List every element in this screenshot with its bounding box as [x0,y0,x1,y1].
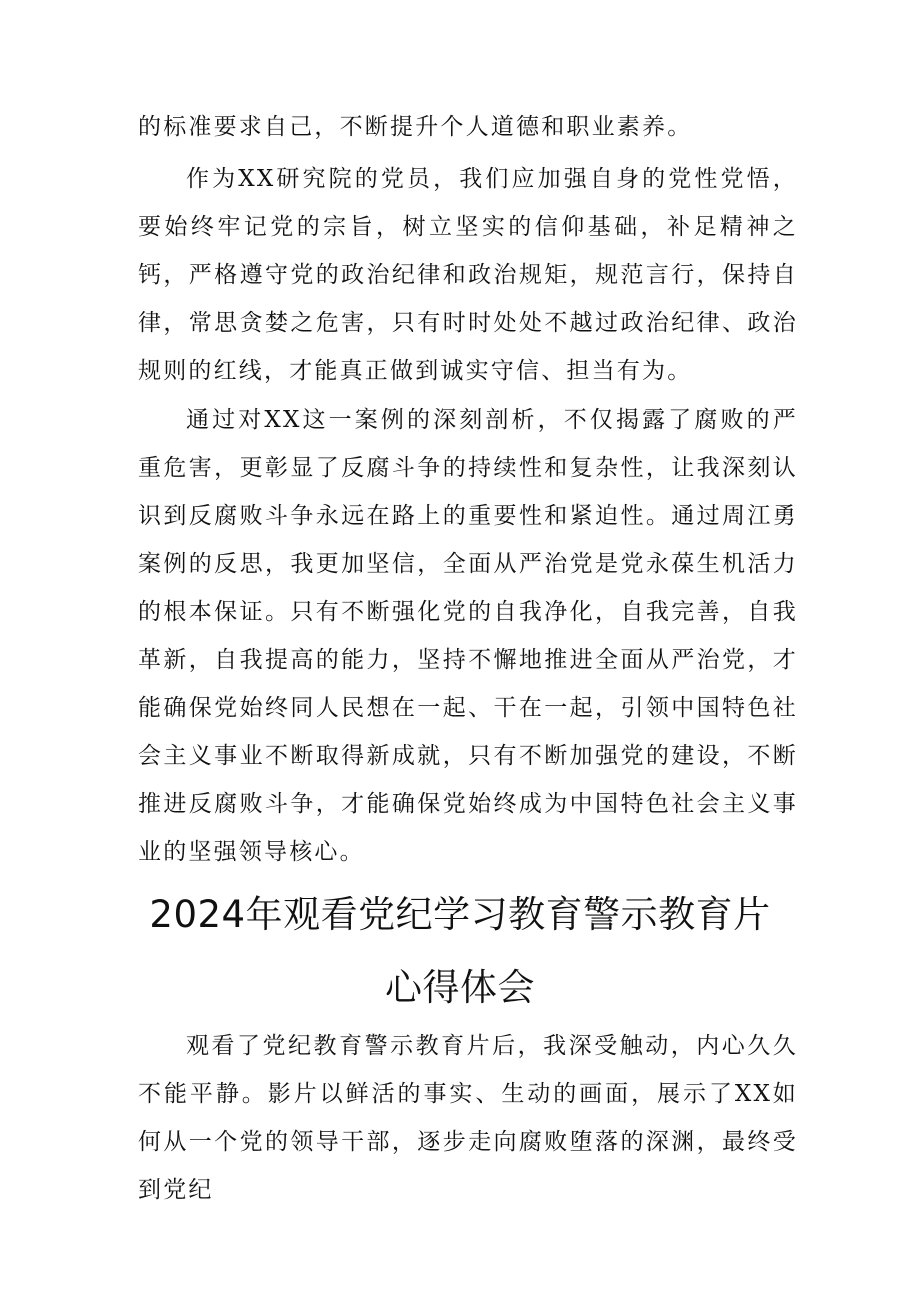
continued-paragraph: 的标准要求自己，不断提升个人道德和职业素养。 [138,114,693,140]
paragraph-party-member: 作为XX研究院的党员，我们应加强自身的党性党悟，要始终牢记党的宗旨，树立坚实的信仰基础，补足精神之钙，严格遵守党的政治纪律和政治规矩，规范言行，保持自律，常思贪婪之危害，只有时时处处不越过政治纪律、政治规则的红线，才能真正做到诚实守信、担当有为。 [138,166,798,384]
page-title-line1: 2024年观看党纪学习教育警示教育片 [149,893,771,936]
paragraph-opening: 观看了党纪教育警示教育片后，我深受触动，内心久久不能平静。影片以鲜活的事实、生动的画面，展示了XX如何从一个党的领导干部，逐步走向腐败堕落的深渊，最终受到党纪 [138,1033,798,1203]
page-title-line2: 心得体会 [385,966,535,1009]
paragraph-case-analysis: 通过对XX这一案例的深刻剖析，不仅揭露了腐败的严重危害，更彰显了反腐斗争的持续性和复杂性，让我深刻认识到反腐败斗争永远在路上的重要性和紧迫性。通过周江勇案例的反思，我更加坚信，全面从严治党是党永葆生机活力的根本保证。只有不断强化党的自我净化，自我完善，自我革新，自我提高的能力，坚持不懈地推进全面从严治党，才能确保党始终同人民想在一起、干在一起，引领中国特色社会主义事业不断取得新成就，只有不断加强党的建设，不断推进反腐败斗争，才能确保党始终成为中国特色社会主义事业的坚强领导核心。 [138,407,798,865]
